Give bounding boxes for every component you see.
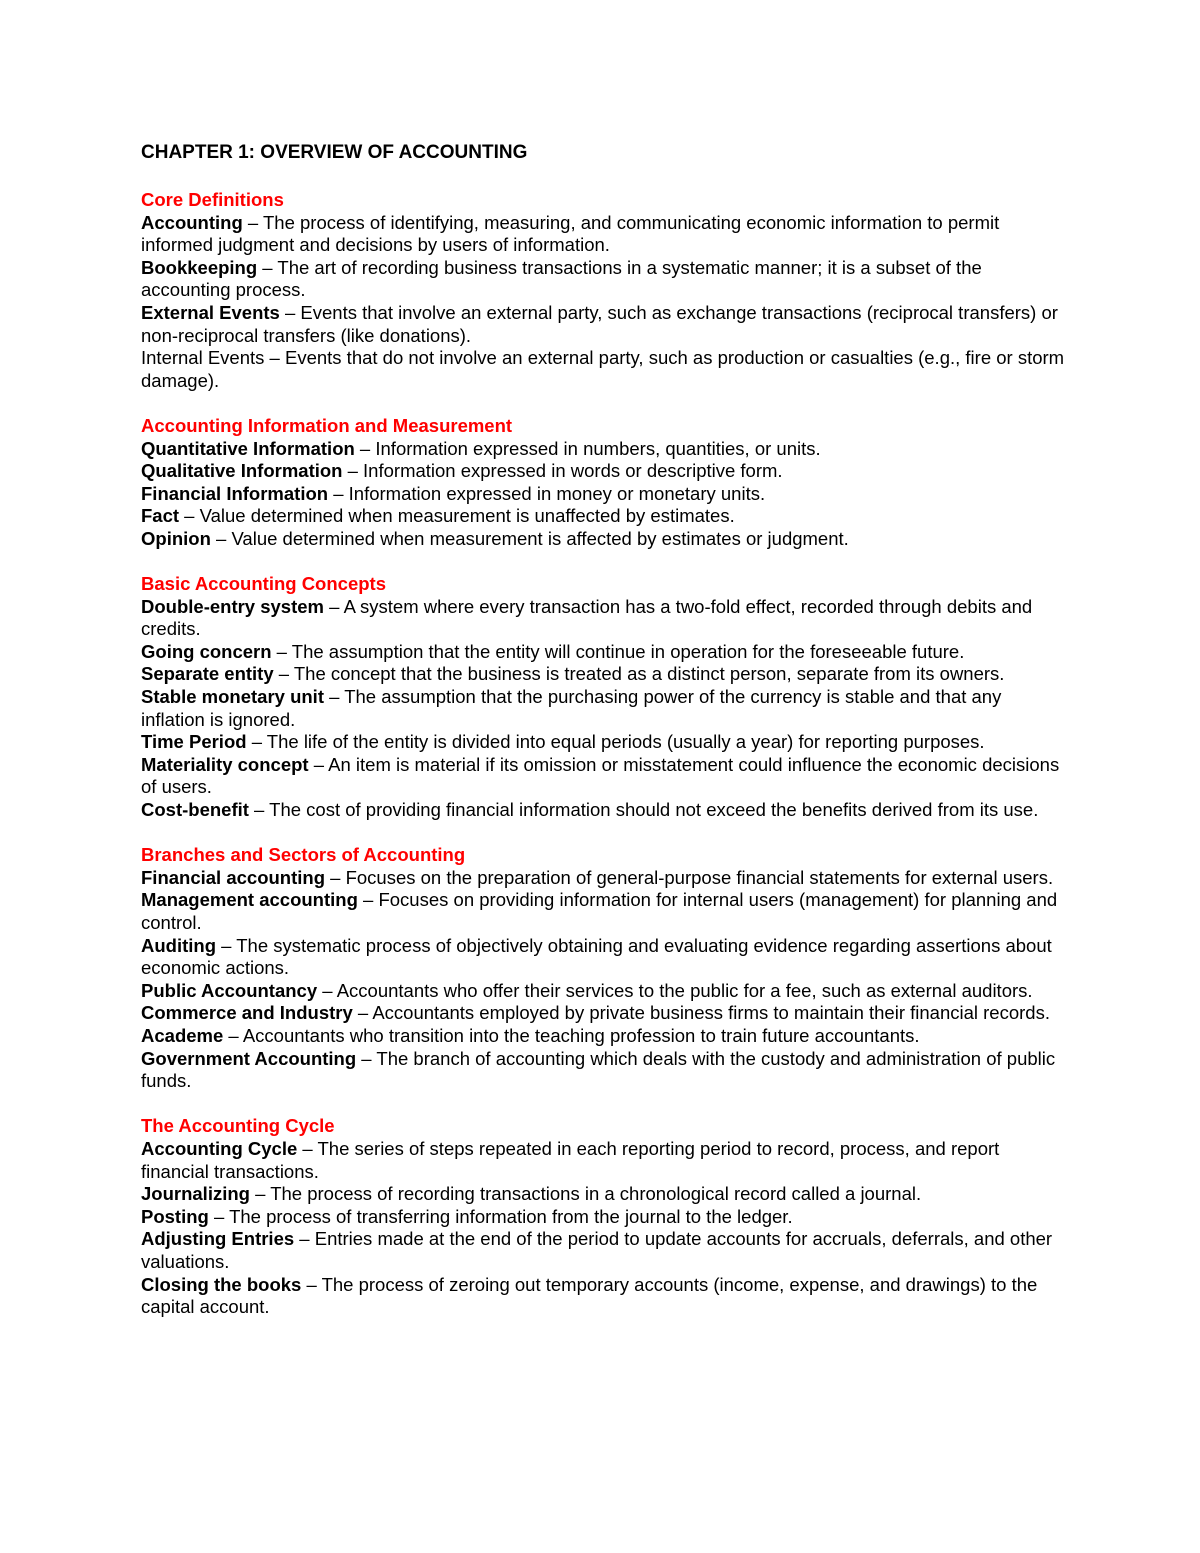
entry-term: Accounting Cycle: [141, 1137, 298, 1159]
entry-term: Journalizing: [141, 1183, 250, 1205]
entry-dash: –: [223, 1024, 243, 1046]
definition-entry: [141, 596, 1066, 641]
entry-term: Closing the books: [141, 1273, 302, 1295]
entry-dash: –: [210, 527, 232, 549]
chapter-title: CHAPTER 1: OVERVIEW OF ACCOUNTING: [141, 142, 528, 163]
entry-dash: –: [208, 1205, 230, 1227]
entry-definition: Information expressed in words or descriptive form.: [363, 460, 783, 482]
entry-definition: The process of recording transactions in a chronological record called a journal.: [270, 1183, 922, 1205]
entry-definition: The systematic process of objectively obtaining and evaluating evidence regarding assertions about economic actions.: [141, 934, 1052, 979]
entry-dash: –: [249, 1183, 271, 1205]
entry-dash: –: [325, 866, 346, 888]
entry-term: Commerce and Industry: [141, 1002, 353, 1024]
entry-definition: Value determined when measurement is unaffected by estimates.: [199, 505, 735, 527]
entry-dash: –: [271, 640, 292, 662]
entry-term: Government Accounting: [141, 1047, 357, 1069]
entry-definition: Focuses on the preparation of general-purpose financial statements for external users.: [345, 866, 1054, 888]
entry-term: Accounting: [141, 211, 243, 233]
section-heading: Accounting Information and Measurement: [141, 414, 513, 436]
entry-dash: –: [264, 347, 285, 369]
entry-term: Cost-benefit: [141, 799, 249, 821]
definition-entry: [141, 347, 1066, 392]
entry-dash: –: [357, 889, 379, 911]
definition-entry: [141, 1206, 1066, 1229]
entry-dash: –: [294, 1228, 315, 1250]
entry-term: Academe: [141, 1024, 224, 1046]
entry-term: Bookkeeping: [141, 256, 258, 278]
section: [141, 573, 1066, 822]
entry-dash: –: [308, 753, 329, 775]
section: [141, 844, 1066, 1093]
entry-term: Internal Events: [141, 347, 265, 369]
entry-term: Time Period: [141, 731, 247, 753]
definition-entry: [141, 1025, 1066, 1048]
entry-definition: The art of recording business transactions in a systematic manner; it is a subset of the accounting process.: [141, 256, 982, 301]
entry-definition: The concept that the business is treated as a distinct person, separate from its owners.: [293, 663, 1005, 685]
definition-entry: [141, 867, 1066, 890]
document-page: [141, 141, 1066, 1341]
entry-definition: Events that involve an external party, such as exchange transactions (reciprocal transfers) or non-reciprocal transfers (like donations).: [141, 301, 1058, 346]
section-heading: Branches and Sectors of Accounting: [141, 844, 466, 866]
entry-definition: A system where every transaction has a two-fold effect, recorded through debits and credits.: [141, 595, 1033, 640]
entry-dash: –: [246, 731, 267, 753]
section: [141, 1115, 1066, 1318]
definition-entry: [141, 663, 1066, 686]
entry-dash: –: [324, 595, 344, 617]
definition-entry: [141, 1048, 1066, 1093]
entry-dash: –: [356, 1047, 377, 1069]
entry-definition: The life of the entity is divided into equal periods (usually a year) for reporting purposes.: [266, 731, 985, 753]
entry-definition: The cost of providing financial information should not exceed the benefits derived from its use.: [269, 799, 1039, 821]
entry-dash: –: [317, 979, 337, 1001]
entry-term: Adjusting Entries: [141, 1228, 295, 1250]
entry-dash: –: [248, 799, 270, 821]
definition-entry: [141, 799, 1066, 822]
definition-entry: [141, 505, 1066, 528]
entry-term: Quantitative Information: [141, 437, 355, 459]
entry-dash: –: [273, 663, 294, 685]
entry-term: Posting: [141, 1205, 209, 1227]
entry-definition: Accountants employed by private business firms to maintain their financial records.: [372, 1002, 1050, 1024]
entry-term: Separate entity: [141, 663, 274, 685]
entry-definition: An item is material if its omission or misstatement could influence the economic decisions of users.: [141, 753, 1060, 798]
entry-term: Opinion: [141, 527, 211, 549]
entry-dash: –: [301, 1273, 322, 1295]
definition-entry: [141, 1138, 1066, 1183]
entry-definition: Events that do not involve an external party, such as production or casualties (e.g., fire or storm damage).: [141, 347, 1065, 391]
entry-dash: –: [297, 1137, 318, 1159]
definition-entry: [141, 980, 1066, 1003]
definition-entry: [141, 257, 1066, 302]
entry-dash: –: [342, 460, 364, 482]
entry-dash: –: [279, 301, 301, 323]
definition-entry: [141, 483, 1066, 506]
entry-definition: Accountants who offer their services to the public for a fee, such as external auditors.: [336, 979, 1033, 1001]
definition-entry: [141, 686, 1066, 731]
entry-definition: The assumption that the entity will continue in operation for the foreseeable future.: [291, 640, 965, 662]
entry-term: Financial Information: [141, 482, 329, 504]
entry-definition: The assumption that the purchasing power of the currency is stable and that any inflation is ignored.: [141, 686, 1002, 730]
section-heading: The Accounting Cycle: [141, 1115, 335, 1137]
section: [141, 415, 1066, 551]
entry-dash: –: [352, 1002, 373, 1024]
definition-entry: [141, 731, 1066, 754]
definition-entry: [141, 302, 1066, 347]
definition-entry: [141, 889, 1066, 934]
definition-entry: [141, 641, 1066, 664]
definition-entry: [141, 528, 1066, 551]
definition-entry: [141, 754, 1066, 799]
entry-term: External Events: [141, 301, 280, 323]
entry-dash: –: [257, 256, 278, 278]
entry-definition: Value determined when measurement is affected by estimates or judgment.: [231, 527, 849, 549]
entry-definition: The process of transferring information from the journal to the ledger.: [229, 1205, 793, 1227]
definition-entry: [141, 1002, 1066, 1025]
entry-term: Double-entry system: [141, 595, 324, 617]
section-heading: Basic Accounting Concepts: [141, 573, 386, 595]
entry-term: Qualitative Information: [141, 460, 343, 482]
entry-dash: –: [179, 505, 200, 527]
entry-term: Financial accounting: [141, 866, 325, 888]
definition-entry: [141, 1274, 1066, 1319]
entry-term: Management accounting: [141, 889, 358, 911]
entry-term: Materiality concept: [141, 753, 309, 775]
entry-definition: Information expressed in numbers, quantities, or units.: [375, 437, 821, 459]
entry-definition: The process of zeroing out temporary accounts (income, expense, and drawings) to the capital account.: [141, 1273, 1038, 1318]
entry-definition: The series of steps repeated in each reporting period to record, process, and report financial transactions.: [141, 1137, 1000, 1182]
entry-dash: –: [354, 437, 376, 459]
entry-dash: –: [328, 482, 349, 504]
entry-definition: Accountants who transition into the teaching profession to train future accountants.: [242, 1024, 920, 1046]
definition-entry: [141, 460, 1066, 483]
entry-term: Stable monetary unit: [141, 686, 324, 708]
entry-dash: –: [323, 686, 345, 708]
section-heading: Core Definitions: [141, 189, 284, 210]
entry-dash: –: [242, 211, 263, 233]
section: [141, 189, 1066, 392]
definition-entry: [141, 212, 1066, 257]
entry-term: Going concern: [141, 640, 272, 662]
entry-term: Fact: [141, 505, 180, 527]
definition-entry: [141, 1228, 1066, 1273]
entry-definition: The process of identifying, measuring, and communicating economic information to permit informed judgment and decisions by users of information.: [141, 211, 1000, 256]
sections-container: [141, 189, 1066, 1319]
entry-definition: Focuses on providing information for internal users (management) for planning and control.: [141, 889, 1058, 933]
entry-definition: Entries made at the end of the period to update accounts for accruals, deferrals, and other valuations.: [141, 1228, 1053, 1272]
entry-definition: Information expressed in money or monetary units.: [348, 482, 766, 504]
entry-definition: The branch of accounting which deals with the custody and administration of public funds.: [141, 1047, 1056, 1092]
entry-dash: –: [216, 934, 237, 956]
definition-entry: [141, 438, 1066, 461]
entry-term: Public Accountancy: [141, 979, 318, 1001]
definition-entry: [141, 935, 1066, 980]
entry-term: Auditing: [141, 934, 217, 956]
definition-entry: [141, 1183, 1066, 1206]
